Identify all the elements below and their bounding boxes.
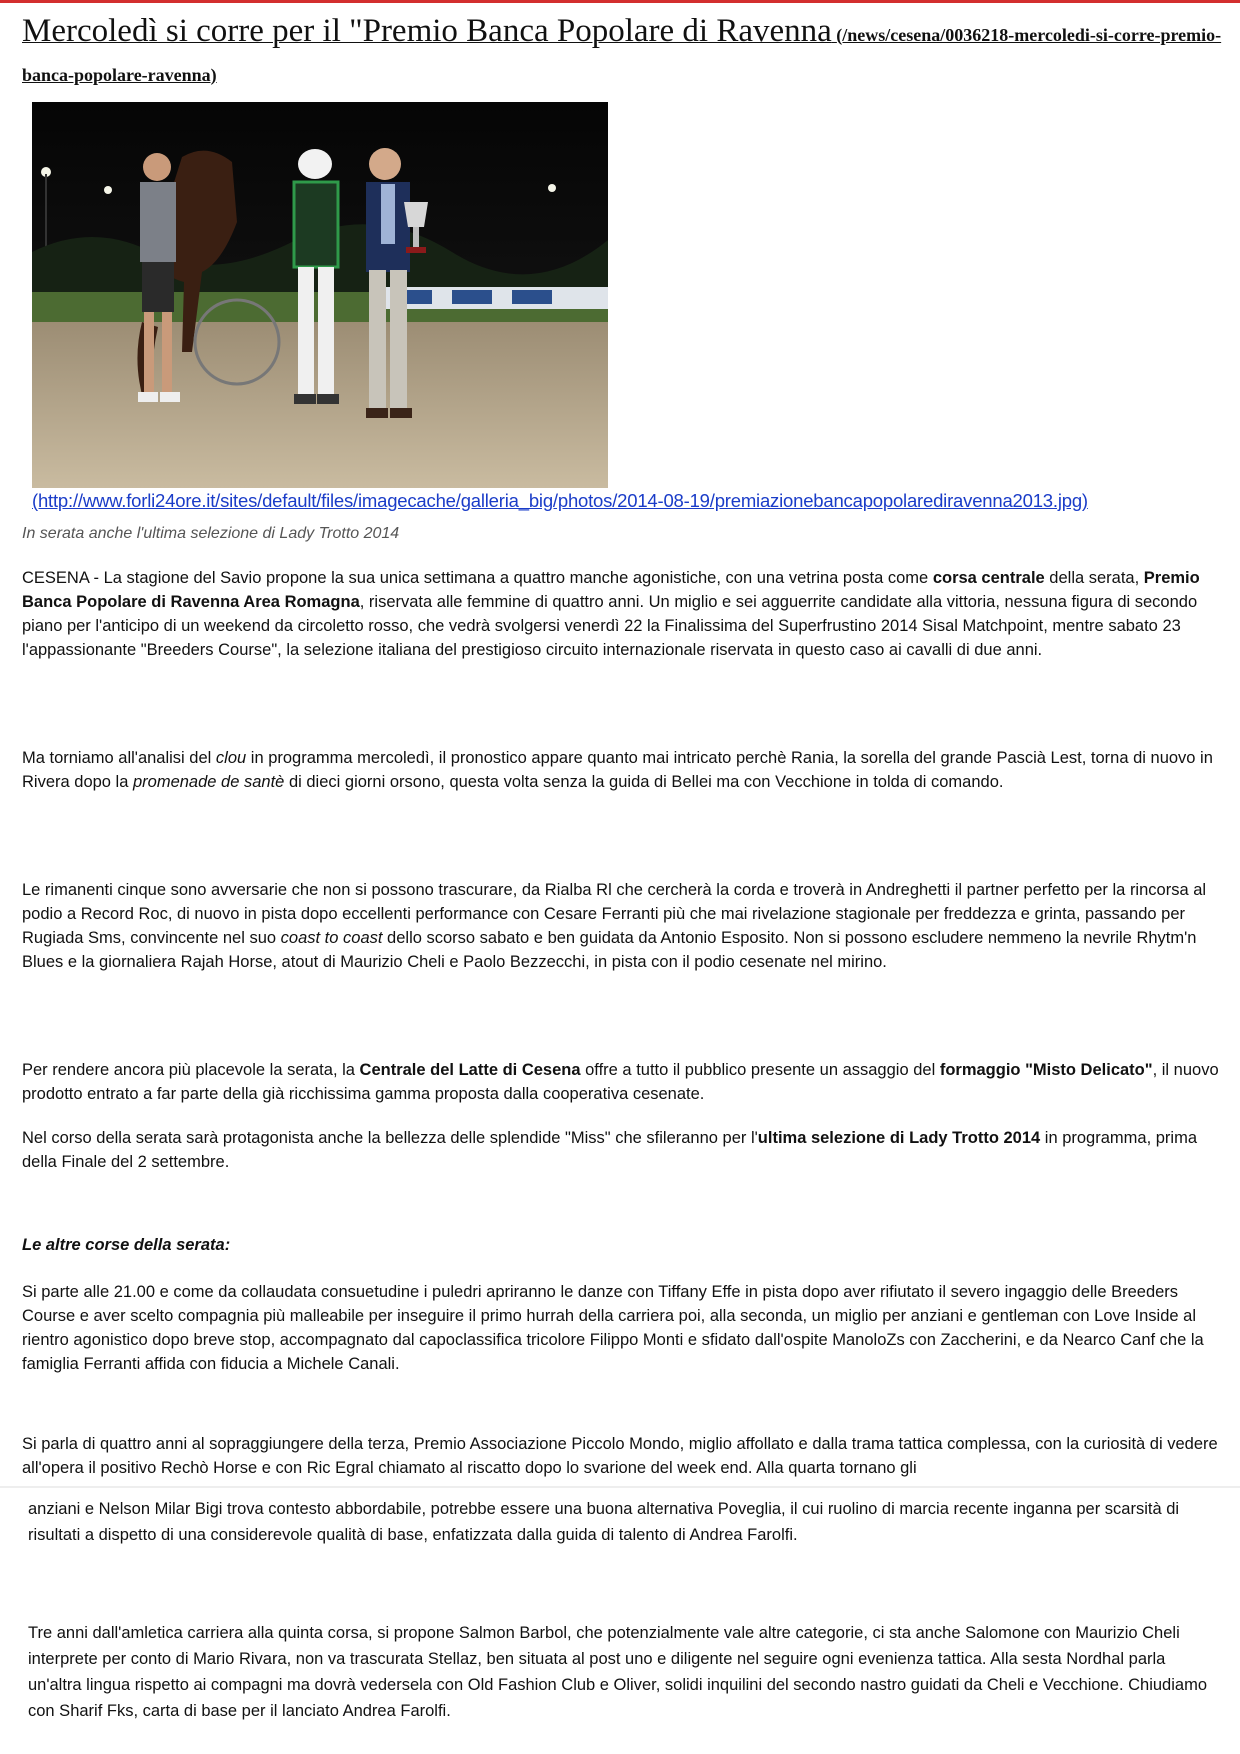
paragraph-rivals: [22, 878, 1222, 974]
bold-span: corsa centrale: [932, 569, 1045, 587]
bold-span: Centrale del Latte di Cesena: [359, 1061, 581, 1079]
paragraph-intro: [22, 566, 1222, 662]
article-title: Mercoledì si corre per il "Premio Banca Popolare di Ravenna: [22, 13, 832, 49]
paragraph-final-races: Tre anni dall'amletica carriera alla quinta corsa, si propone Salmon Barbol, che potenzialmente vale altre categorie, ci sta anche Salomone con Maurizio Cheli interprete per conto di Mario Rivara, non va trascurata Stellaz, ben situata al post uno e diligente nel seguire ogni evenienza tattica. Alla sesta Nordhal parla un'altra lingua rispetto ai compagni ma dovrà vedersela con Old Fashion Club e Oliver, solidi inquilini del secondo nastro guidati da Cheli e Vecchione. Chiudiamo con Sharif Fks, carta di base per il lanciato Andrea Farolfi.: [28, 1624, 1207, 1720]
text-span: offre a tutto il pubblico presente un assaggio del: [580, 1061, 940, 1079]
paragraph-clou: [22, 746, 1222, 794]
photo-caption: In serata anche l'ultima selezione di Lady Trotto 2014: [22, 525, 400, 542]
text-span: Le rimanenti cinque sono avversarie che non si possono trascurare, da Rialba Rl che cercherà la corda e troverà in Andreghetti il partner perfetto per la rincorsa al podio a Record Roc, di nuovo in pista dopo eccellenti performance con Cesare Ferranti più che mai rivelazione stagionale per freddezza e grinta, passando per Rugiada Sms, convincente nel suo: [22, 881, 1207, 947]
bold-span: formaggio "Misto Delicato": [939, 1061, 1153, 1079]
paragraph-sponsor: [22, 1058, 1222, 1106]
top-edge-strip: [0, 0, 1240, 12]
italic-span: clou: [215, 749, 247, 767]
article-url: (/news/cesena/0036218-mercoledi-si-corre-premio-banca-popolare-ravenna): [22, 25, 1222, 85]
page-break: [0, 1486, 1240, 1488]
bold-span: Premio Banca Popolare di Ravenna Area Romagna: [22, 569, 1200, 611]
text-span: , riservata alle femmine di quattro anni. Un miglio e sei agguerrite candidate alla vittoria, nessuna figura di secondo piano per l'anticipo di un weekend da circoletto rosso, che vedrà svolgersi venerdì 22 la Finalissima del Superfrustino 2014 Sisal Matchpoint, mentre sabato 23 l'appassionante "Breeders Course", la selezione italiana del prestigioso circuito internazionale riservata in questo caso ai cavalli di due anni.: [22, 593, 1198, 659]
text-span: Ma torniamo all'analisi del: [22, 749, 216, 767]
paragraph-fourth-race: anziani e Nelson Milar Bigi trova contesto abbordabile, potrebbe essere una buona alternativa Poveglia, il cui ruolino di marcia recente inganna per scarsità di risultati a dispetto di una considerevole qualità di base, enfatizzata dalla guida di talento di Andrea Farolfi.: [28, 1500, 1180, 1544]
text-span: Nel corso della serata sarà protagonista anche la bellezza delle splendide "Miss" che sfileranno per l': [22, 1129, 758, 1147]
bold-span: ultima selezione di Lady Trotto 2014: [757, 1129, 1041, 1147]
article-title-link[interactable]: [22, 13, 836, 49]
paragraph-third-race: Si parla di quattro anni al sopraggiungere della terza, Premio Associazione Piccolo Mondo, miglio affollato e dalla trama tattica complessa, con la curiosità di vedere all'opera il positivo Rechò Horse e con Ric Egral chiamato al riscatto dopo lo svarione del week end. Alla quarta tornano gli: [22, 1435, 1218, 1477]
paragraph-miss: [22, 1126, 1222, 1174]
text-span: Per rendere ancora più placevole la serata, la: [22, 1061, 360, 1079]
text-span: , il nuovo prodotto entrato a far parte della già ricchissima gamma proposta dalla cooperativa cesenate.: [22, 1061, 1219, 1103]
text-span: di dieci giorni orsono, questa volta senza la guida di Bellei ma con Vecchione in tolda di comando.: [284, 773, 1004, 791]
image-source-link[interactable]: (http://www.forli24ore.it/sites/default/files/imagecache/galleria_big/photos/2014-08-19/premiazionebancapopolarediravenna2013.jpg): [32, 490, 1088, 511]
text-span: della serata,: [1044, 569, 1144, 587]
text-span: in programma mercoledì, il pronostico appare quanto mai intricato perchè Rania, la sorella del grande Pascià Lest, torna di nuovo in Rivera dopo la: [22, 749, 1213, 791]
text-span: dello scorso sabato e ben guidata da Antonio Esposito. Non si possono escludere nemmeno la nevrile Rhytm'n Blues e la giornaliera Rajah Horse, atout di Maurizio Cheli e Paolo Bezzecchi, in pista con il podio cesenate nel mirino.: [22, 929, 1197, 971]
text-span: in programma, prima della Finale del 2 settembre.: [22, 1129, 1198, 1171]
paragraph-first-races: Si parte alle 21.00 e come da collaudata consuetudine i puledri apriranno le danze con Tiffany Effe in pista dopo aver rifiutato il severo ingaggio delle Breeders Course e aver scelto compagnia più malleabile per inseguire il primo hurrah della carriera poi, alla seconda, un miglio per anziani e gentleman con Love Inside al rientro agonistico dopo breve stop, accompagnato dal capoclassifica tricolore Filippo Monti e sfidato dall'ospite ManoloZs con Zaccherini, e da Nearco Canf che la famiglia Ferranti affida con fiducia a Michele Canali.: [22, 1283, 1204, 1373]
article-header: [22, 12, 1222, 96]
italic-span: promenade de santè: [132, 773, 285, 791]
italic-span: coast to coast: [280, 929, 383, 947]
award-ceremony-photo: [32, 102, 608, 488]
section-subheading: Le altre corse della serata:: [22, 1236, 231, 1254]
text-span: CESENA - La stagione del Savio propone la sua unica settimana a quattro manche agonistiche, con una vetrina posta come: [22, 569, 933, 587]
